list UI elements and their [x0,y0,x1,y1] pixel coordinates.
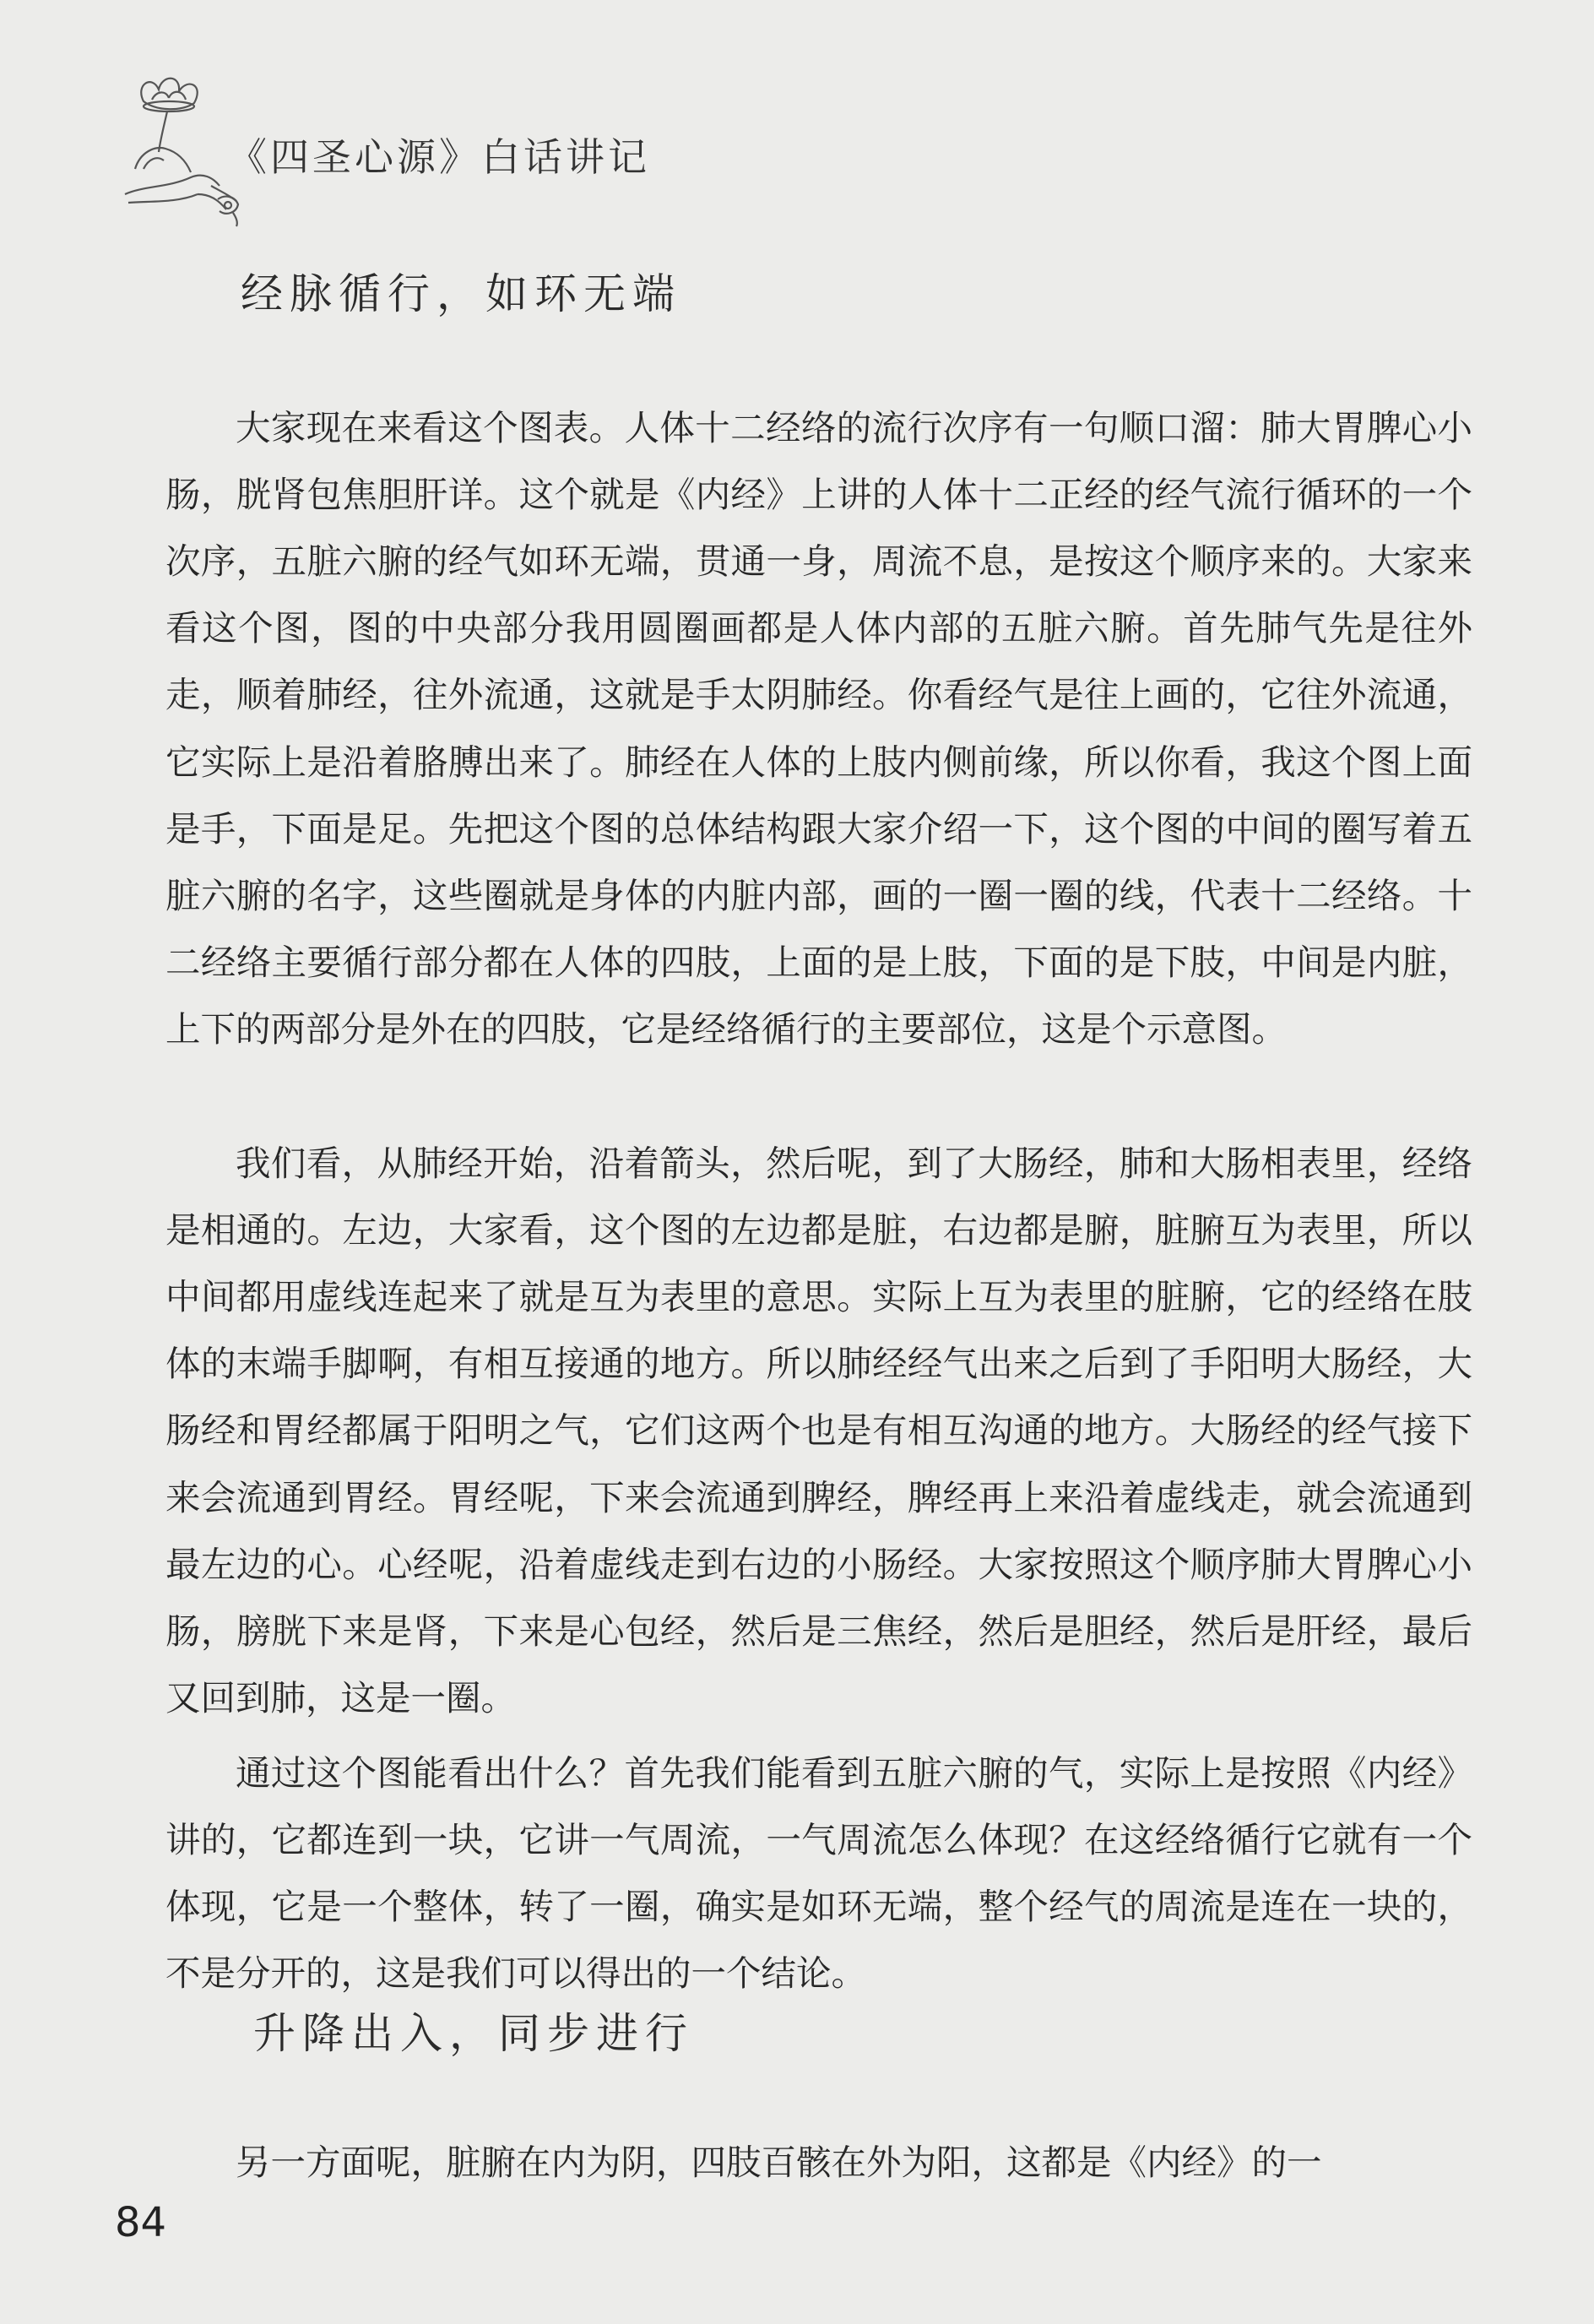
book-title: 《四圣心源》白话讲记 [228,134,650,180]
paragraph: 大家现在来看这个图表。人体十二经络的流行次序有一句顺口溜：肺大胃脾心小肠，胱肾包焦胆肝详。这个就是《内经》上讲的人体十二正经的经气流行循环的一个次序，五脏六腑的经气如环无端，贯通一身，周流不息，是按这个顺序来的。大家来看这个图，图的中央部分我用圆圈画都是人体内部的五脏六腑。首先肺气先是往外走，顺着肺经，往外流通，这就是手太阴肺经。你看经气是往上画的，它往外流通，它实际上是沿着胳膊出来了。肺经在人体的上肢内侧前缘，所以你看，我这个图上面是手，下面是足。先把这个图的总体结构跟大家介绍一下，这个图的中间的圈写着五脏六腑的名字，这些圈就是身体的内脏内部，画的一圈一圈的线，代表十二经络。十二经络主要循行部分都在人体的四肢，上面的是上肢，下面的是下肢，中间是内脏，上下的两部分是外在的四肢，它是经络循行的主要部位，这是个示意图。 [165,406,1472,1051]
lotus-hand-icon [110,68,245,228]
page-number: 84 [115,2199,167,2246]
paragraph: 通过这个图能看出什么？首先我们能看到五脏六腑的气，实际上是按照《内经》讲的，它都连到一块，它讲一气周流，一气周流怎么体现？在这经络循行它就有一个体现，它是一个整体，转了一圈，确实是如环无端，整个经气的周流是连在一块的，不是分开的，这是我们可以得出的一个结论。 [165,1751,1472,1995]
section-title: 经脉循行，如环无端 [241,269,681,318]
paragraph: 我们看，从肺经开始，沿着箭头，然后呢，到了大肠经，肺和大肠相表里，经络是相通的。左边，大家看，这个图的左边都是脏，右边都是腑，脏腑互为表里，所以中间都用虚线连起来了就是互为表里的意思。实际上互为表里的脏腑，它的经络在肢体的末端手脚啊，有相互接通的地方。所以肺经经气出来之后到了手阳明大肠经，大肠经和胃经都属于阳明之气，它们这两个也是有相互沟通的地方。大肠经的经气接下来会流通到胃经。胃经呢，下来会流通到脾经，脾经再上来沿着虚线走，就会流通到最左边的心。心经呢，沿着虚线走到右边的小肠经。大家按照这个顺序肺大胃脾心小肠，膀胱下来是肾，下来是心包经，然后是三焦经，然后是胆经，然后是肝经，最后又回到肺，这是一圈。 [165,1142,1472,1719]
section-title: 升降出入，同步进行 [253,2009,694,2058]
paragraph: 另一方面呢，脏腑在内为阴，四肢百骸在外为阳，这都是《内经》的一 [236,2141,1322,2183]
